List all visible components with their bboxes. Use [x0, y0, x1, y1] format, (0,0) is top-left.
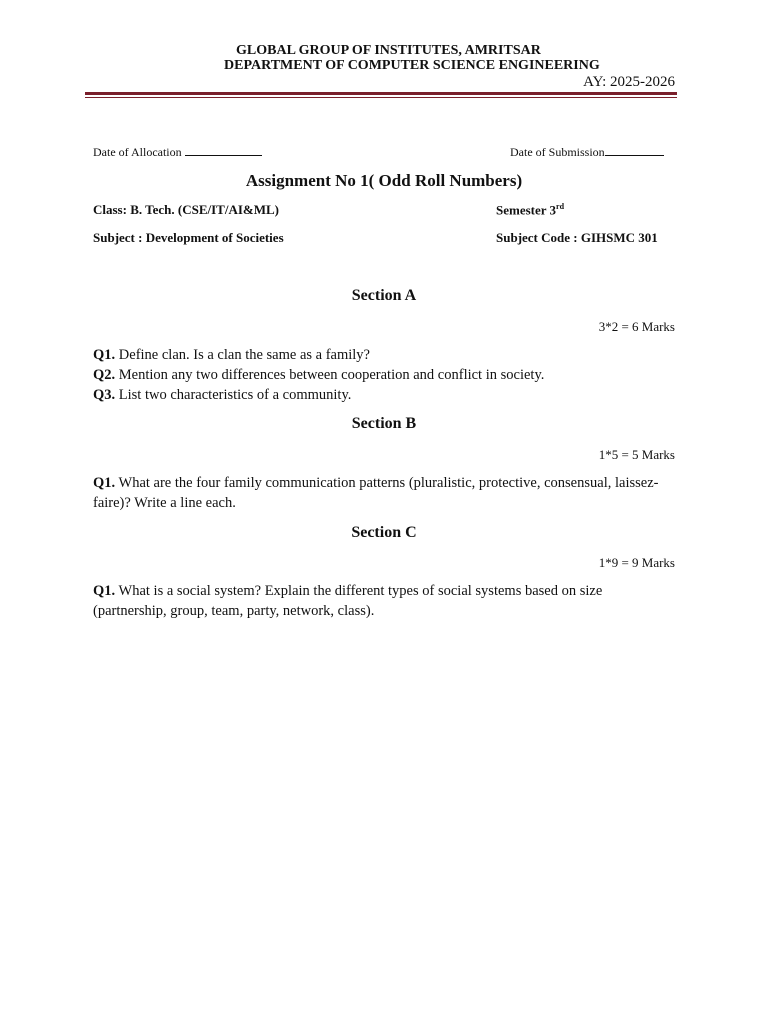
- subject-info: Subject : Development of Societies: [93, 230, 284, 245]
- date-of-allocation: [93, 144, 262, 160]
- institute-name: GLOBAL GROUP OF INSTITUTES, AMRITSAR: [236, 43, 541, 58]
- academic-year: AY: 2025-2026: [583, 74, 675, 90]
- subject-code: Subject Code : GIHSMC 301: [496, 230, 658, 245]
- section-a-heading: Section A: [351, 287, 417, 304]
- assignment-title: Assignment No 1( Odd Roll Numbers): [245, 171, 523, 190]
- question-item: [93, 385, 678, 405]
- semester-text: Semester 3: [496, 202, 557, 218]
- section-c-marks: 1*9 = 9 Marks: [598, 555, 675, 570]
- date-of-allocation-blank: [185, 144, 262, 156]
- date-of-submission-blank: [605, 144, 664, 156]
- section-a-marks: 3*2 = 6 Marks: [598, 319, 675, 334]
- section-c-questions: [93, 581, 678, 621]
- semester-info: [496, 202, 564, 218]
- question-number: Q1.: [93, 347, 116, 363]
- question-text: List two characteristics of a community.: [115, 387, 352, 403]
- question-item: [93, 345, 678, 365]
- question-text: What are the four family communication patterns (pluralistic, protective, consensual, laissez-faire)? Write a line each.: [93, 475, 659, 511]
- question-item: [93, 365, 678, 385]
- semester-suffix: rd: [556, 202, 565, 211]
- date-of-submission-label: Date of Submission: [510, 145, 605, 159]
- header-rule-thin: [85, 97, 677, 98]
- question-number: Q2.: [93, 367, 116, 383]
- question-number: Q1.: [93, 583, 116, 599]
- question-number: Q3.: [93, 387, 116, 403]
- date-of-allocation-label: Date of Allocation: [93, 145, 185, 159]
- section-b-heading: Section B: [351, 415, 417, 432]
- department-name: DEPARTMENT OF COMPUTER SCIENCE ENGINEERING: [224, 58, 600, 73]
- question-text: What is a social system? Explain the different types of social systems based on size (partnership, group, team, party, network, class).: [93, 583, 603, 619]
- class-info: Class: B. Tech. (CSE/IT/AI&ML): [93, 202, 279, 217]
- section-b-marks: 1*5 = 5 Marks: [598, 447, 675, 462]
- question-item: [93, 473, 678, 513]
- section-c-heading: Section C: [351, 524, 417, 541]
- section-a-questions: [93, 345, 678, 405]
- date-of-submission: [510, 144, 664, 160]
- question-text: Define clan. Is a clan the same as a family?: [115, 347, 370, 363]
- section-b-questions: [93, 473, 678, 513]
- question-number: Q1.: [93, 475, 116, 491]
- header-rule-thick: [85, 92, 677, 95]
- question-item: [93, 581, 678, 621]
- question-text: Mention any two differences between cooperation and conflict in society.: [115, 367, 545, 383]
